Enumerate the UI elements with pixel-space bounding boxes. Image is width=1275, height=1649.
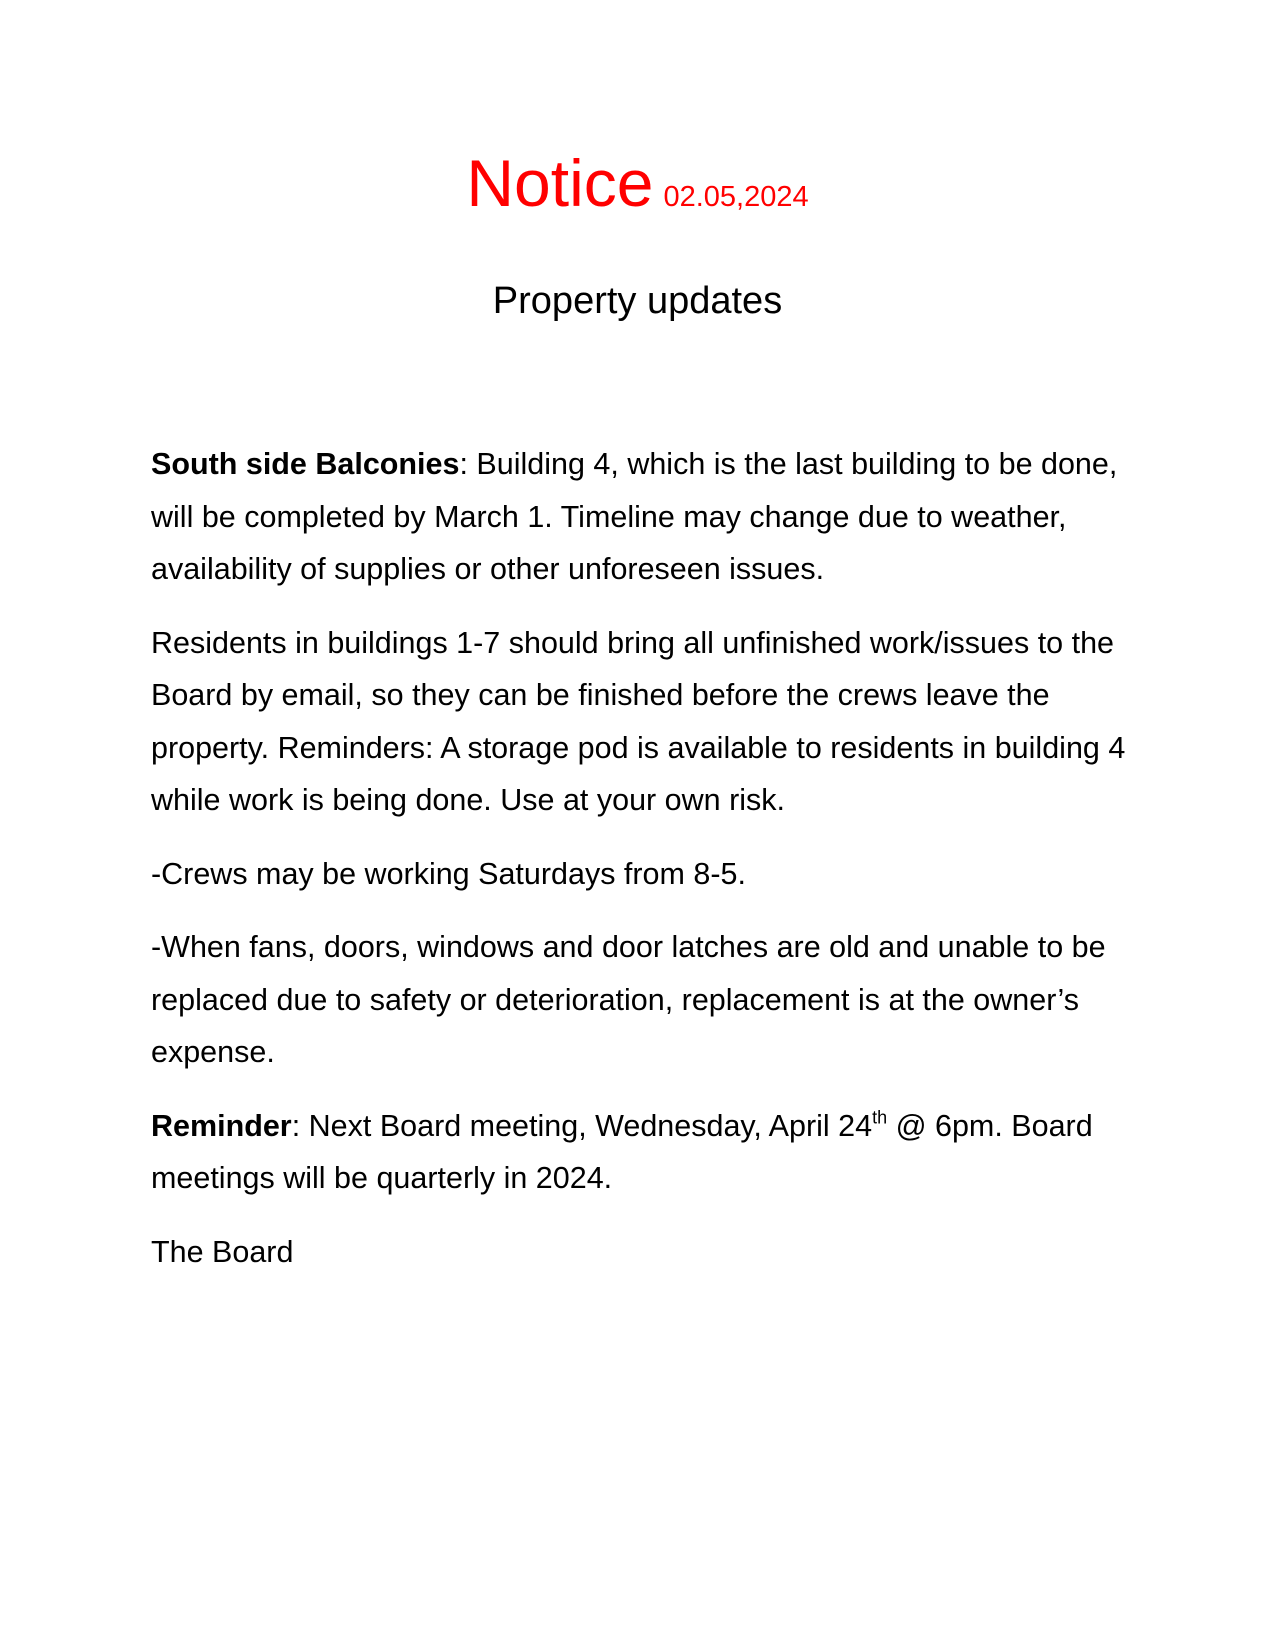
notice-subtitle: Property updates — [492, 280, 783, 322]
reminder-text-before: : Next Board meeting, Wednesday, April 24 — [291, 1108, 873, 1143]
notice-title: Notice — [466, 146, 654, 220]
balconies-label: South side Balconies — [151, 447, 460, 481]
reminder-paragraph — [151, 1100, 1136, 1205]
balconies-paragraph — [151, 438, 1136, 596]
reminder-text-after: @ 6pm. Board meetings will be quarterly in 2024. — [151, 1108, 1093, 1195]
notice-body — [151, 438, 1136, 1299]
notice-header — [0, 146, 1275, 220]
reminder-label: Reminder — [151, 1108, 292, 1143]
notice-date: 02.05,2024 — [663, 181, 809, 213]
crews-paragraph: -Crews may be working Saturdays from 8-5. — [151, 856, 746, 891]
balconies-text: : Building 4, which is the last building to be done, will be completed by March 1. Timeline may change due to weather, availability of supplies or other unforeseen issues. — [151, 447, 1118, 586]
replacement-paragraph: -When fans, doors, windows and door latches are old and unable to be replaced due to safety or deterioration, replacement is at the owner’s expense. — [151, 930, 1106, 1069]
signature: The Board — [151, 1234, 294, 1269]
residents-paragraph: Residents in buildings 1-7 should bring all unfinished work/issues to the Board by email, so they can be finished before the crews leave the property. Reminders: A storage pod is available to residents in building 4 while work is being done. Use at your own risk. — [151, 625, 1126, 817]
reminder-superscript: th — [872, 1106, 888, 1127]
